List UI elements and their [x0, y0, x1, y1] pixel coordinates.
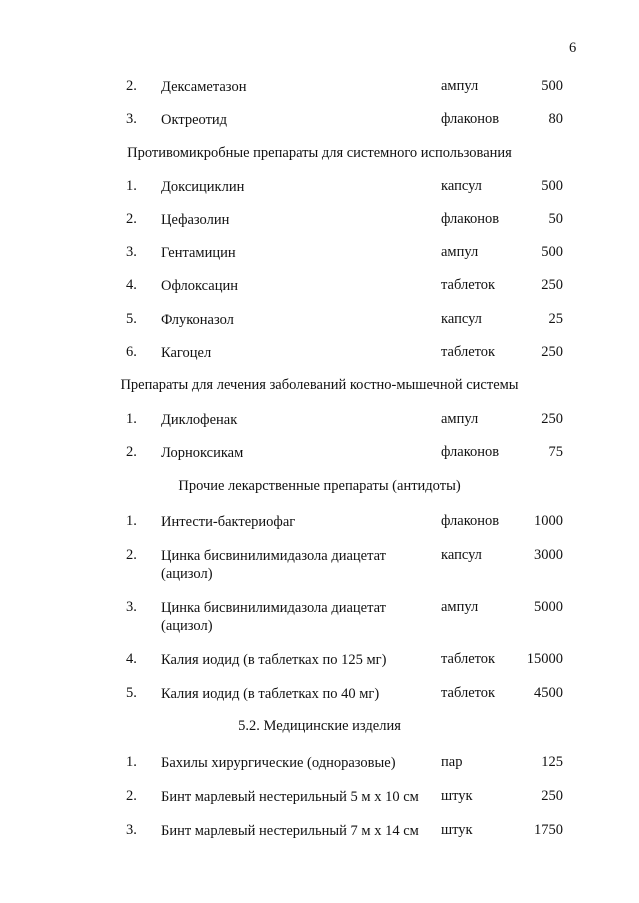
- quantity: 25: [548, 311, 563, 327]
- unit-label: капсул: [441, 311, 482, 327]
- quantity: 75: [548, 444, 563, 460]
- drug-name: Доксициклин: [161, 179, 245, 195]
- row-number: 4.: [126, 651, 137, 667]
- row-number: 5.: [126, 685, 137, 701]
- table-row: [0, 547, 639, 597]
- row-number: 6.: [126, 344, 137, 360]
- quantity: 1750: [534, 822, 563, 838]
- unit-label: таблеток: [441, 651, 496, 667]
- table-row: [0, 599, 639, 649]
- drug-name: Цинка бисвинилимидазола диацетат (ацизол): [161, 548, 386, 582]
- unit-label: капсул: [441, 547, 482, 563]
- quantity: 500: [541, 78, 563, 94]
- unit-label: флаконов: [441, 444, 500, 460]
- row-number: 3.: [126, 822, 137, 838]
- quantity: 250: [541, 788, 563, 804]
- quantity: 80: [548, 111, 563, 127]
- quantity: 500: [541, 178, 563, 194]
- unit-label: флаконов: [441, 211, 500, 227]
- unit-label: таблеток: [441, 277, 496, 293]
- section-heading: 5.2. Медицинские изделия: [238, 718, 401, 734]
- row-number: 2.: [126, 788, 137, 804]
- unit-label: ампул: [441, 78, 479, 94]
- drug-name: Кагоцел: [161, 345, 212, 361]
- unit-label: таблеток: [441, 685, 496, 701]
- unit-label: капсул: [441, 178, 482, 194]
- drug-name: Октреотид: [161, 112, 228, 128]
- quantity: 250: [541, 344, 563, 360]
- drug-name: Дексаметазон: [161, 79, 247, 95]
- row-number: 2.: [126, 444, 137, 460]
- drug-name: Гентамицин: [161, 245, 236, 261]
- quantity: 500: [541, 244, 563, 260]
- drug-name: Флуконазол: [161, 312, 234, 328]
- row-number: 1.: [126, 754, 137, 770]
- quantity: 3000: [534, 547, 563, 563]
- item-name: Бинт марлевый нестерильный 5 м х 10 см: [161, 789, 419, 805]
- row-number: 3.: [126, 599, 137, 615]
- row-number: 1.: [126, 411, 137, 427]
- unit-label: таблеток: [441, 344, 496, 360]
- drug-name: Цефазолин: [161, 212, 230, 228]
- row-number: 3.: [126, 111, 137, 127]
- unit-label: штук: [441, 822, 473, 838]
- row-number: 1.: [126, 178, 137, 194]
- item-name: Бахилы хирургические (одноразовые): [161, 755, 396, 771]
- quantity: 15000: [526, 651, 563, 667]
- drug-name: Калия иодид (в таблетках по 125 мг): [161, 652, 387, 668]
- row-number: 1.: [126, 513, 137, 529]
- quantity: 50: [548, 211, 563, 227]
- row-number: 2.: [126, 211, 137, 227]
- quantity: 250: [541, 411, 563, 427]
- drug-name: Калия иодид (в таблетках по 40 мг): [161, 686, 380, 702]
- row-number: 3.: [126, 244, 137, 260]
- table-row: [0, 822, 639, 862]
- quantity: 5000: [534, 599, 563, 615]
- page-number: 6: [569, 40, 577, 56]
- item-name: Бинт марлевый нестерильный 7 м х 14 см: [161, 823, 419, 839]
- section-heading: Препараты для лечения заболеваний костно-мышечной системы: [120, 377, 519, 393]
- quantity: 250: [541, 277, 563, 293]
- unit-label: ампул: [441, 599, 479, 615]
- drug-name: Офлоксацин: [161, 278, 239, 294]
- drug-name: Интести-бактериофаг: [161, 514, 296, 530]
- section-heading: Противомикробные препараты для системного использования: [127, 145, 512, 161]
- quantity: 125: [541, 754, 563, 770]
- row-number: 5.: [126, 311, 137, 327]
- unit-label: пар: [441, 754, 463, 770]
- drug-name: Цинка бисвинилимидазола диацетат (ацизол): [161, 600, 386, 634]
- row-number: 2.: [126, 547, 137, 563]
- row-number: 2.: [126, 78, 137, 94]
- row-number: 4.: [126, 277, 137, 293]
- drug-name: Диклофенак: [161, 412, 238, 428]
- quantity: 1000: [534, 513, 563, 529]
- unit-label: штук: [441, 788, 473, 804]
- unit-label: флаконов: [441, 111, 500, 127]
- section-heading: Прочие лекарственные препараты (антидоты): [178, 478, 461, 494]
- drug-name: Лорноксикам: [161, 445, 244, 461]
- unit-label: ампул: [441, 411, 479, 427]
- quantity: 4500: [534, 685, 563, 701]
- unit-label: флаконов: [441, 513, 500, 529]
- unit-label: ампул: [441, 244, 479, 260]
